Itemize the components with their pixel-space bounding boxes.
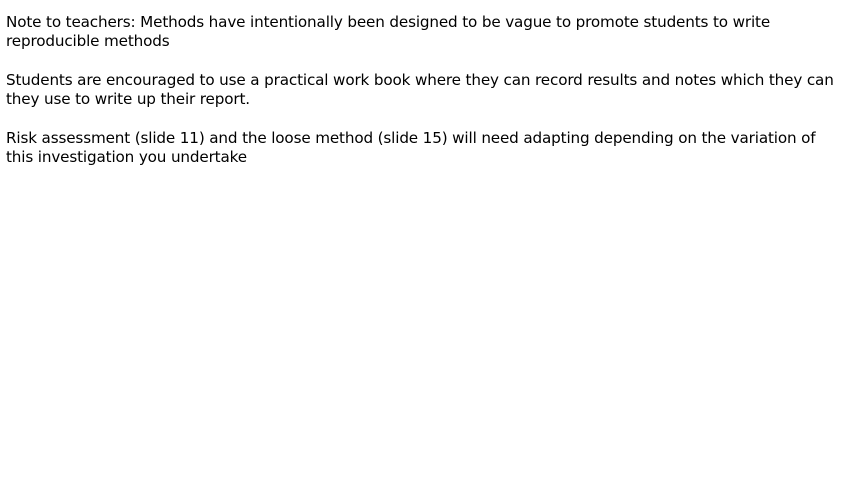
note-paragraph-workbook: Students are encouraged to use a practical work book where they can record results and notes which they can they use to write up their report. [6,71,834,108]
speaker-notes [6,13,836,187]
note-paragraph-risk-assessment: Risk assessment (slide 11) and the loose method (slide 15) will need adapting depending on the variation of this investigation you undertake [6,129,816,166]
note-paragraph-teachers: Note to teachers: Methods have intentionally been designed to be vague to promote students to write reproducible methods [6,13,771,50]
